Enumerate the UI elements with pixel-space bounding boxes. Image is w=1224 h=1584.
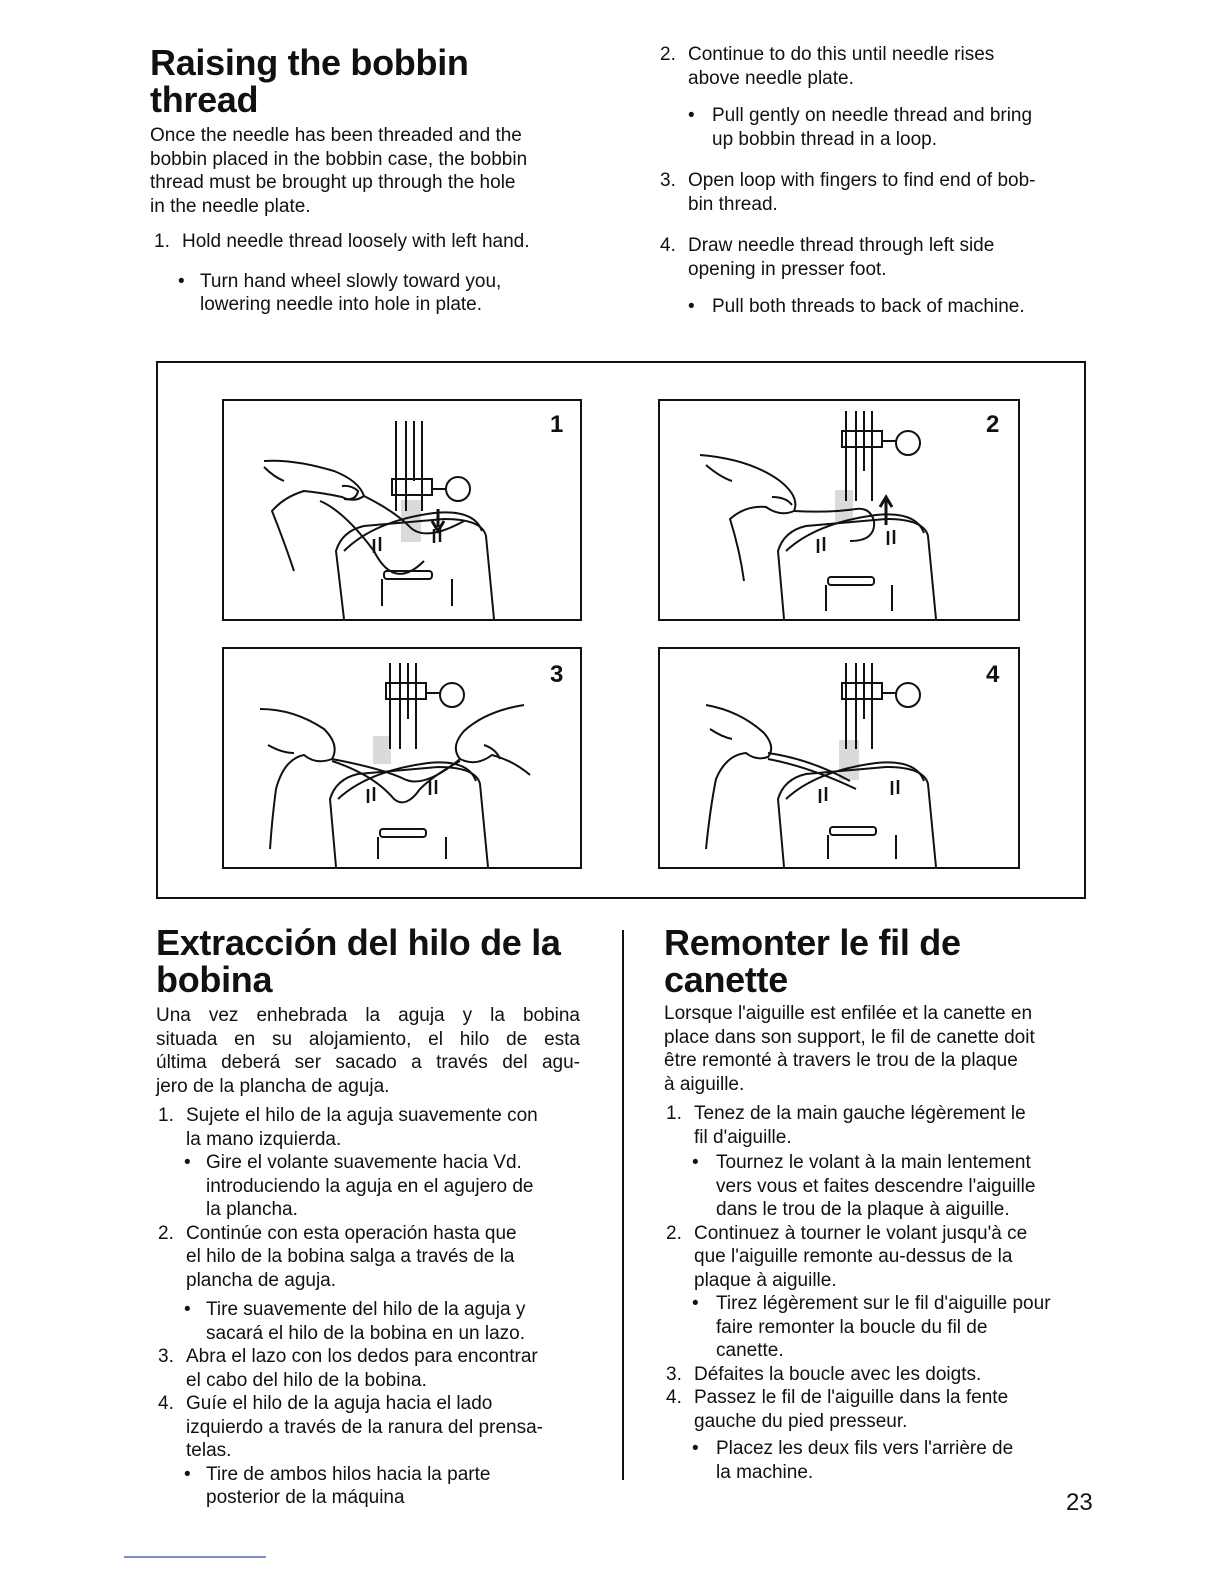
figure-label-3: 3	[550, 661, 564, 688]
bullet-text: Tire suavemente del hilo de la aguja y	[206, 1299, 526, 1320]
step-text: Défaites la boucle avec les doigts.	[694, 1363, 982, 1385]
step-text: el cabo del hilo de la bobina.	[186, 1369, 427, 1391]
french-step-4-bullet	[664, 1437, 1090, 1484]
spanish-intro-line: jero de la plancha de aguja.	[156, 1075, 390, 1097]
french-step-3	[664, 1363, 1090, 1387]
column-divider	[622, 930, 624, 1480]
illustration-frame	[156, 361, 1086, 899]
english-step-4-bullet	[660, 295, 1090, 319]
spanish-title-line2: bobina	[156, 959, 273, 1000]
step-text: plancha de aguja.	[186, 1269, 337, 1291]
french-title-line1: Remonter le fil de	[664, 922, 961, 963]
english-step-2	[660, 43, 1090, 90]
bullet-text: canette.	[716, 1340, 784, 1361]
french-intro-line: être remonté à travers le trou de la plaque	[664, 1050, 1018, 1071]
english-step-1	[150, 230, 580, 254]
step-text: above needle plate.	[688, 67, 854, 89]
figure-panel-1	[222, 399, 582, 621]
bullet-text: introduciendo la aguja en el agujero de	[206, 1175, 534, 1197]
bullet-icon: •	[184, 1463, 191, 1485]
bullet-text: Tire de ambos hilos hacia la parte	[206, 1463, 491, 1485]
bullet-text: lowering needle into hole in plate.	[200, 294, 483, 315]
spanish-title-line1: Extracción del hilo de la	[156, 922, 561, 963]
bullet-icon: •	[692, 1293, 699, 1314]
english-title-line1: Raising the bobbin	[150, 42, 469, 83]
spanish-title	[156, 924, 580, 998]
step-text: Sujete el hilo de la aguja suavemente con	[186, 1105, 538, 1126]
step-number: 1.	[666, 1103, 682, 1124]
bullet-text: la machine.	[716, 1461, 814, 1483]
bullet-text: Pull both threads to back of machine.	[712, 296, 1025, 317]
step-text: plaque à aiguille.	[694, 1269, 837, 1291]
step-text: el hilo de la bobina salga a través de la	[186, 1246, 515, 1267]
english-intro-line: in the needle plate.	[150, 195, 311, 217]
step-text: la mano izquierda.	[186, 1128, 342, 1150]
step-number: 3.	[660, 170, 676, 191]
spanish-intro-line: Una vez enhebrada la aguja y la bobina	[156, 1005, 580, 1026]
spanish-step-1	[156, 1104, 580, 1151]
bullet-text: dans le trou de la plaque à aiguille.	[716, 1199, 1010, 1220]
spanish-column	[156, 924, 580, 1510]
spanish-step-4	[156, 1392, 580, 1463]
english-step-4	[660, 234, 1090, 281]
spanish-intro	[156, 1004, 580, 1098]
page-number: 23	[1066, 1489, 1093, 1516]
spanish-step-3	[156, 1345, 580, 1392]
bullet-text: la plancha.	[206, 1199, 298, 1220]
step-number: 2.	[666, 1222, 682, 1244]
spanish-step-4-bullet	[156, 1463, 580, 1510]
english-step-1-bullet	[150, 270, 580, 317]
step-text: que l'aiguille remonte au-dessus de la	[694, 1246, 1013, 1267]
step-text: Continúe con esta operación hasta que	[186, 1222, 517, 1244]
bullet-text: faire remonter la boucle du fil de	[716, 1316, 988, 1338]
step-text: telas.	[186, 1440, 232, 1461]
step-text: fil d'aiguille.	[694, 1126, 792, 1148]
bullet-icon: •	[688, 296, 695, 317]
bullet-text: Turn hand wheel slowly toward you,	[200, 270, 502, 292]
step-text: Guíe el hilo de la aguja hacia el lado	[186, 1393, 493, 1414]
french-step-1	[664, 1102, 1090, 1149]
bullet-text: posterior de la máquina	[206, 1487, 405, 1508]
french-intro-line: à aiguille.	[664, 1073, 745, 1095]
english-intro-line: bobbin placed in the bobbin case, the bobbin	[150, 148, 528, 170]
spanish-step-1-bullet	[156, 1151, 580, 1222]
bullet-icon: •	[692, 1152, 699, 1173]
footer-rule	[124, 1556, 266, 1558]
step-text: opening in presser foot.	[688, 258, 887, 280]
bullet-text: vers vous et faites descendre l'aiguille	[716, 1175, 1036, 1197]
step-text: Abra el lazo con los dedos para encontrar	[186, 1346, 538, 1367]
step-text: gauche du pied presseur.	[694, 1410, 908, 1432]
french-intro-line: place dans son support, le fil de canette doit	[664, 1026, 1035, 1048]
english-title	[150, 44, 580, 118]
step-text: Continuez à tourner le volant jusqu'à ce	[694, 1222, 1028, 1244]
bullet-text: Tournez le volant à la main lentement	[716, 1152, 1031, 1173]
step-text: Open loop with fingers to find end of bob-	[688, 170, 1036, 191]
bullet-icon: •	[178, 270, 185, 292]
bullet-text: Tirez légèrement sur le fil d'aiguille pour	[716, 1293, 1051, 1314]
step-text: bin thread.	[688, 193, 778, 215]
figure-panel-2	[658, 399, 1020, 621]
french-step-2	[664, 1222, 1090, 1293]
step-number: 4.	[660, 235, 676, 256]
step-text: Draw needle thread through left side	[688, 235, 995, 256]
bullet-icon: •	[184, 1299, 191, 1320]
spanish-intro-line: última deberá ser sacado a través del agu-	[156, 1052, 580, 1073]
spanish-step-2-bullet	[156, 1298, 580, 1345]
step-number: 1.	[154, 231, 170, 252]
bullet-text: Pull gently on needle thread and bring	[712, 105, 1033, 126]
english-intro	[150, 124, 580, 218]
step-text: Continue to do this until needle rises	[688, 44, 995, 65]
french-intro-line: Lorsque l'aiguille est enfilée et la canette en	[664, 1003, 1033, 1024]
english-step-3	[660, 169, 1090, 216]
figure-panel-4	[658, 647, 1020, 869]
bullet-text: Gire el volante suavemente hacia Vd.	[206, 1152, 522, 1173]
figure-label-4: 4	[986, 661, 1000, 688]
step-number: 2.	[660, 44, 676, 65]
bullet-text: sacará el hilo de la bobina en un lazo.	[206, 1322, 526, 1344]
step-number: 3.	[158, 1346, 174, 1367]
bullet-icon: •	[688, 105, 695, 126]
bullet-text: up bobbin thread in a loop.	[712, 128, 938, 150]
step-text: Passez le fil de l'aiguille dans la fente	[694, 1387, 1009, 1408]
sewing-machine-illustration-1	[224, 401, 580, 619]
english-left-column	[150, 44, 580, 317]
bullet-icon: •	[184, 1152, 191, 1173]
english-title-line2: thread	[150, 79, 259, 120]
english-right-column	[660, 43, 1090, 319]
sewing-machine-illustration-3	[224, 649, 580, 867]
spanish-intro-line: situada en su alojamiento, el hilo de esta	[156, 1028, 580, 1050]
figure-label-1: 1	[550, 411, 564, 438]
figure-label-2: 2	[986, 411, 1000, 438]
step-number: 4.	[666, 1387, 682, 1408]
spanish-step-2	[156, 1222, 580, 1293]
english-intro-line: thread must be brought up through the hole	[150, 172, 516, 193]
bullet-icon: •	[692, 1438, 699, 1459]
french-column	[664, 924, 1090, 1484]
step-number: 1.	[158, 1105, 174, 1126]
sewing-machine-illustration-4	[660, 649, 1018, 867]
figure-panel-3	[222, 647, 582, 869]
french-intro	[664, 1002, 1090, 1096]
french-title	[664, 924, 1090, 998]
french-step-2-bullet	[664, 1292, 1090, 1363]
step-text: Hold needle thread loosely with left hand.	[182, 231, 530, 252]
sewing-machine-illustration-2	[660, 401, 1018, 619]
french-title-line2: canette	[664, 959, 788, 1000]
step-text: izquierdo a través de la ranura del prensa-	[186, 1416, 543, 1438]
french-step-4	[664, 1386, 1090, 1433]
step-number: 4.	[158, 1393, 174, 1414]
french-step-1-bullet	[664, 1151, 1090, 1222]
bullet-text: Placez les deux fils vers l'arrière de	[716, 1438, 1014, 1459]
step-text: Tenez de la main gauche légèrement le	[694, 1103, 1026, 1124]
step-number: 3.	[666, 1363, 682, 1385]
step-number: 2.	[158, 1222, 174, 1244]
english-intro-line: Once the needle has been threaded and the	[150, 125, 522, 146]
english-step-2-bullet	[660, 104, 1090, 151]
